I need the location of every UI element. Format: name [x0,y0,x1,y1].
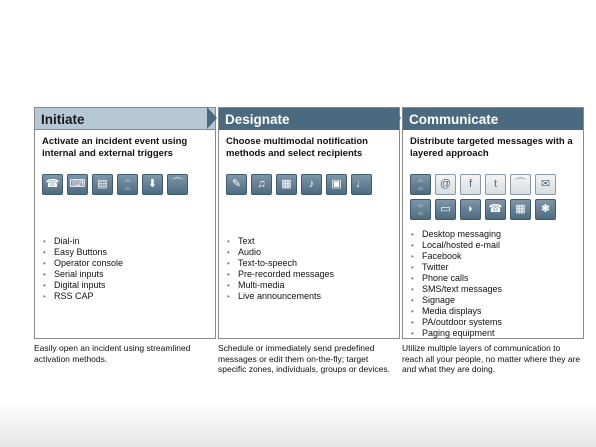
communicate-subtitle: Distribute targeted messages with a layered approach [410,136,573,159]
designate-column [218,107,400,339]
speaker-icon: ◗ [460,199,481,220]
list-item: • Operator console [42,258,123,269]
sms-icon: ✉ [535,174,556,195]
list-item: • Live announcements [226,291,334,302]
list-item: • Desktop messaging [410,229,502,240]
list-item: • Serial inputs [42,269,123,280]
designate-icons [226,174,398,199]
bottom-band [0,400,596,447]
text-to-speech-icon: ▦ [276,174,297,195]
communicate-icons [410,174,582,224]
communicate-column [402,107,584,339]
communicate-caption: Utilize multiple layers of communication to reach all your people, no matter where they are and what they are doing. [402,343,581,374]
list-item: • Twitter [410,262,502,273]
phone-icon: ☎ [485,199,506,220]
list-item: • Media displays [410,306,502,317]
media-display-icon: ▭ [435,199,456,220]
list-item: • Multi-media [226,280,334,291]
list-item: • Text [226,236,334,247]
phone-touch-icon: ☎ [42,174,63,195]
arrow-icon [207,107,217,129]
initiate-subtitle: Activate an incident event using internal and external triggers [42,136,188,159]
text-icon: ✎ [226,174,247,195]
arrow-icon [391,107,401,129]
communicate-list [410,229,502,339]
list-item: • Facebook [410,251,502,262]
list-item: • Text-to-speech [226,258,334,269]
initiate-column [34,107,216,339]
list-item: • Easy Buttons [42,247,123,258]
prerecorded-icon: ♪ [301,174,322,195]
signage-icon: ▦ [510,199,531,220]
initiate-list [42,236,123,302]
designate-list [226,236,334,302]
initiate-icons [42,174,214,199]
siren-icon: ✱ [535,199,556,220]
email-icon: @ [435,174,456,195]
operator-console-icon: ▤ [92,174,113,195]
facebook-icon: f [460,174,481,195]
designate-header: Designate [219,108,399,130]
list-item: • Local/hosted e-mail [410,240,502,251]
initiate-caption: Easily open an incident using streamlined activation methods. [34,343,191,364]
communicate-header: Communicate [403,108,583,130]
list-item: • Audio [226,247,334,258]
serial-icon: ▭ ▭ [117,174,138,195]
live-announcement-icon: ♩ [351,174,372,195]
list-item: • Phone calls [410,273,502,284]
rss-icon: ⌒ [510,174,531,195]
list-item: • RSS CAP [42,291,123,302]
led-sign-icon: ▭ ▭ [410,199,431,220]
alert-desktop-icon: ▭ ▭ [410,174,431,195]
list-item: • PA/outdoor systems [410,317,502,328]
list-item: • Digital inputs [42,280,123,291]
initiate-header: Initiate [35,108,215,130]
list-item: • Paging equipment [410,328,502,339]
rss-cap-icon: ⌒ [167,174,188,195]
multimedia-icon: ▣ [326,174,347,195]
list-item: • Dial-in [42,236,123,247]
designate-subtitle: Choose multimodal notification methods and select recipients [226,136,368,159]
designate-caption: Schedule or immediately send predefined messages or edit them on-the-fly; target specific zones, individuals, groups or devices. [218,343,390,374]
twitter-icon: t [485,174,506,195]
list-item: • Pre-recorded messages [226,269,334,280]
list-item: • Signage [410,295,502,306]
audio-icon: ♫ [251,174,272,195]
list-item: • SMS/text messages [410,284,502,295]
digital-in-icon: ⬇ [142,174,163,195]
keyboard-icon: ⌨ [67,174,88,195]
